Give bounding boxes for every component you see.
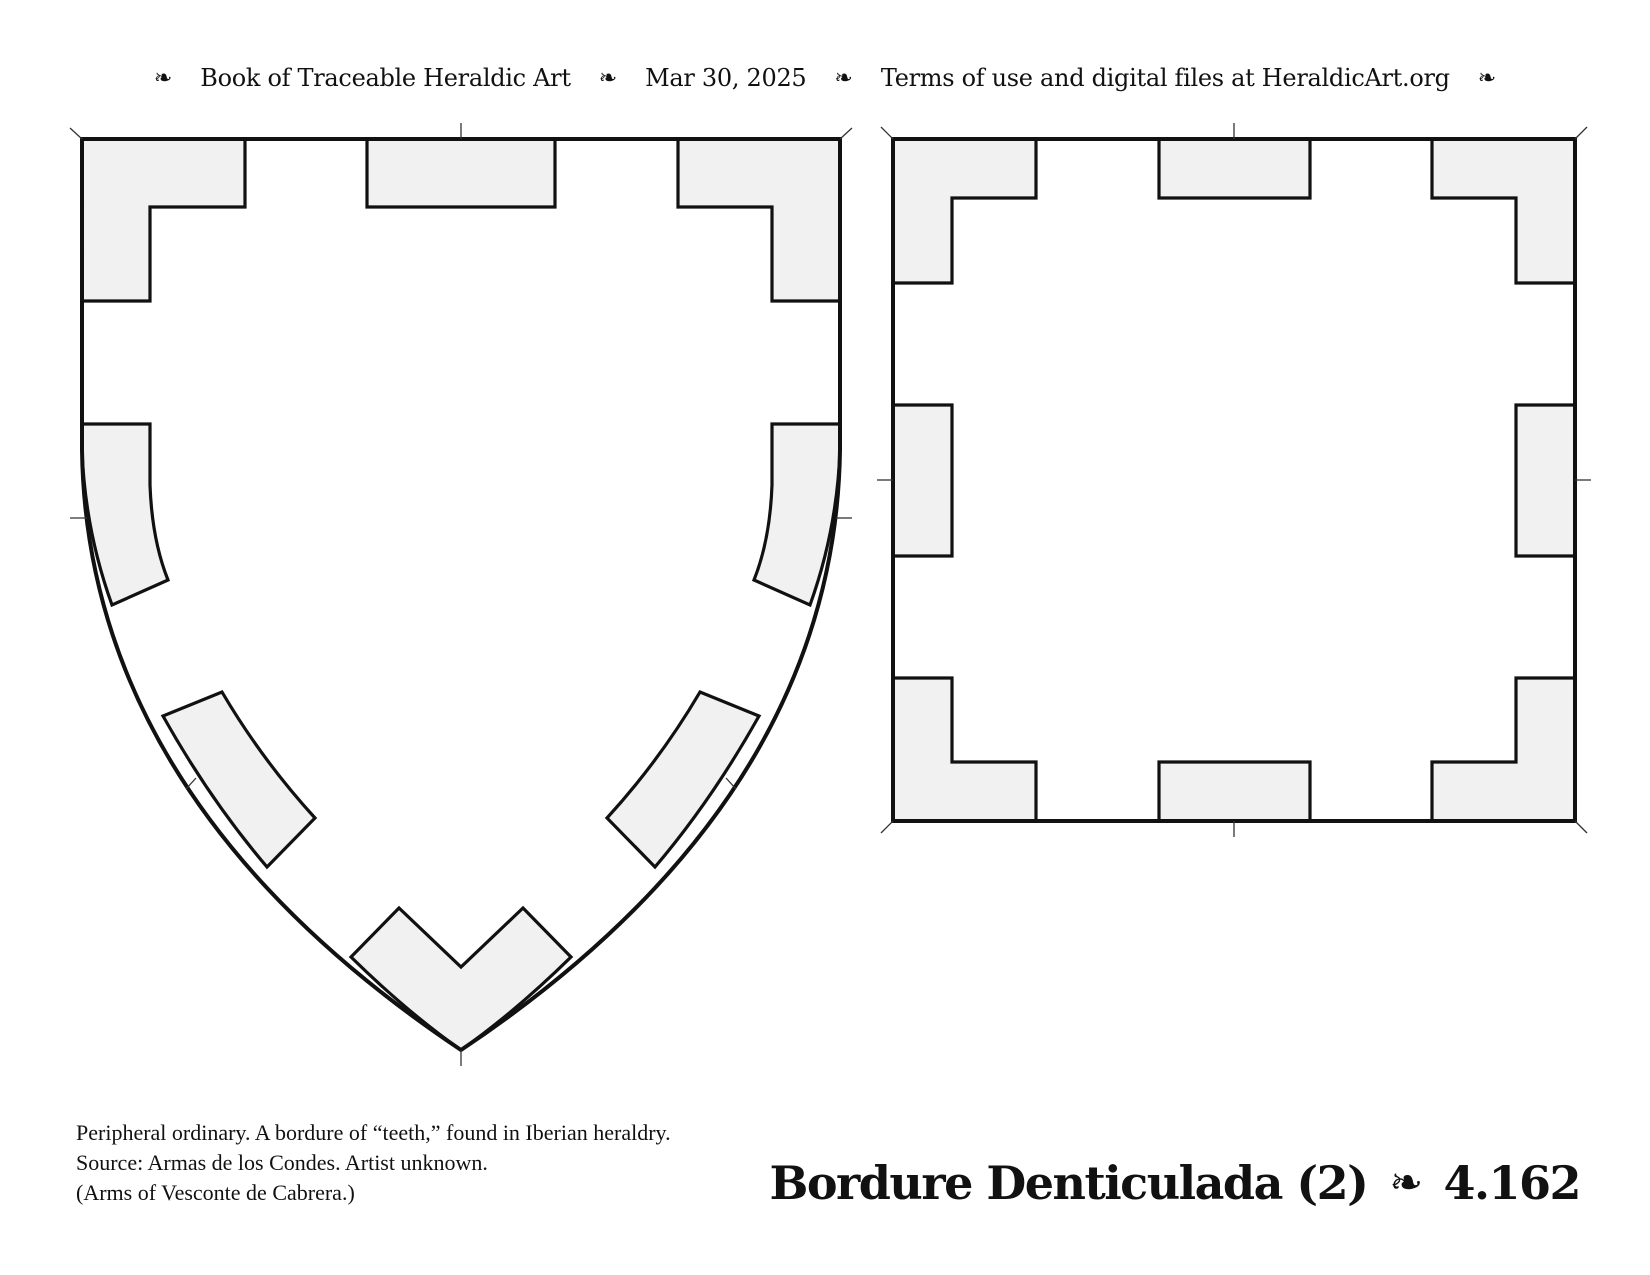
shield-tooth-top-right	[678, 139, 840, 301]
square-tooth-top-right	[1432, 139, 1575, 283]
fleuron-ornament: ❧	[598, 65, 618, 91]
fleuron-ornament: ❧	[1389, 1160, 1422, 1206]
square-tooth-left-middle	[893, 405, 952, 556]
square-tooth-bottom-left	[893, 678, 1036, 821]
shield-figure	[70, 123, 852, 1066]
plate-description	[76, 1118, 836, 1208]
square-figure	[877, 123, 1591, 837]
fleuron-ornament: ❧	[153, 65, 173, 91]
terms-of-use: Terms of use and digital files at HeraldicArt.org	[880, 64, 1450, 92]
square-outline	[893, 139, 1575, 821]
square-tooth-bottom-right	[1432, 678, 1575, 821]
square-tooth-bottom-center	[1159, 762, 1310, 821]
square-tooth-right-middle	[1516, 405, 1575, 556]
shield-tooth-right-lower	[607, 692, 759, 867]
description-line: Source: Armas de los Condes. Artist unknown.	[76, 1150, 488, 1175]
square-tooth-top-left	[893, 139, 1036, 283]
page-date: Mar 30, 2025	[645, 64, 807, 92]
shield-tooth-top-center	[367, 139, 555, 207]
plate-title	[769, 1148, 1580, 1218]
plate-number: 4.162	[1443, 1156, 1580, 1210]
description-line: Peripheral ordinary. A bordure of “teeth,” found in Iberian heraldry.	[76, 1120, 671, 1145]
shield-outline	[82, 139, 840, 1050]
shield-tooth-point	[351, 908, 571, 1050]
fleuron-ornament: ❧	[834, 65, 853, 91]
fleuron-ornament: ❧	[1477, 65, 1497, 91]
square-tooth-top-center	[1159, 139, 1310, 198]
book-title: Book of Traceable Heraldic Art	[200, 64, 571, 92]
plate-name: Bordure Denticulada (2)	[769, 1156, 1368, 1210]
description-line: (Arms of Vesconte de Cabrera.)	[76, 1180, 355, 1205]
shield-tooth-top-left	[82, 139, 245, 301]
shield-tooth-left-lower	[163, 692, 315, 867]
